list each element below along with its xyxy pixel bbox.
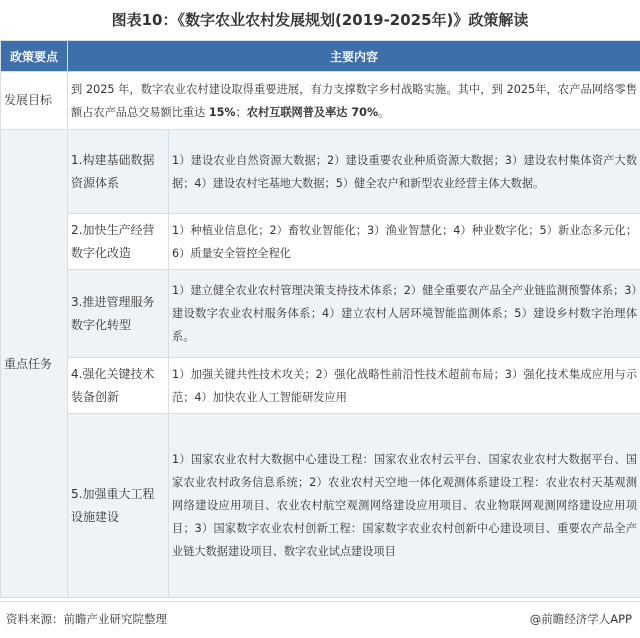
goal-text-pre: 到 2025 年，数字农业农村建设取得重要进展，有力支撑数字乡村战略实施。其中，到 2025年，农产品网络零售额占农产品总交易额比重达 (71, 82, 638, 119)
header-main-content: 主要内容 (68, 41, 640, 72)
task-label: 1.构建基础数据资源体系 (68, 130, 169, 214)
table-row (1, 130, 640, 214)
policy-table (0, 40, 640, 598)
table-row (1, 358, 640, 414)
task-content: 1）建立健全农业农村管理决策支持技术体系；2）健全重要农产品全产业链监测预警体系；3）建设数字农业农村服务体系；4）建立农村人居环境智能监测体系；5）建设乡村数字治理体系。 (169, 270, 640, 358)
goal-content (68, 72, 640, 130)
task-label: 2.加快生产经营数字化改造 (68, 214, 169, 270)
goal-text-mid: ； (235, 105, 247, 119)
goal-text-post: 。 (378, 105, 390, 119)
task-label: 5.加强重大工程设施建设 (68, 414, 169, 598)
table-row (1, 270, 640, 358)
table-header-row (1, 41, 640, 72)
goal-highlight-1: 15% (208, 105, 236, 119)
goal-highlight-2: 农村互联网普及率达 70% (246, 105, 379, 119)
task-content: 1）国家农业农村大数据中心建设工程：国家农业农村云平台、国家农业农村大数据平台、国家农业农村政务信息系统；2）农业农村天空地一体化观测体系建设工程：农业农村天基观测网络建设应用项目、农业农村航空观测网络建设应用项目、农业物联网观测网络建设应用项目；3）国家数字农业农村创新工程：国家数字农业农村创新中心建设项目、重要农产品全产业链大数据建设项目、数字农业试点建设项目 (169, 414, 640, 598)
task-content: 1）建设农业自然资源大数据；2）建设重要农业种质资源大数据；3）建设农村集体资产大数据；4）建设农村宅基地大数据；5）健全农户和新型农业经营主体大数据。 (169, 130, 640, 214)
footer-divider (0, 601, 640, 602)
table-row (1, 414, 640, 598)
table-row (1, 214, 640, 270)
task-content: 1）种植业信息化；2）畜牧业智能化；3）渔业智慧化；4）种业数字化；5）新业态多元化；6）质量安全管控全程化 (169, 214, 640, 270)
task-content: 1）加强关键共性技术攻关；2）强化战略性前沿性技术超前布局；3）强化技术集成应用与示范；4）加快农业人工智能研发应用 (169, 358, 640, 414)
task-label: 4.强化关键技术装备创新 (68, 358, 169, 414)
source-note: 资料来源：前瞻产业研究院整理 (6, 612, 167, 626)
task-label: 3.推进管理服务数字化转型 (68, 270, 169, 358)
brand-credit: @前瞻经济学人APP (529, 612, 632, 626)
tasks-label: 重点任务 (1, 130, 68, 598)
table-row-goal (1, 72, 640, 130)
footer (0, 601, 640, 638)
header-policy-points: 政策要点 (1, 41, 68, 72)
page-title: 图表10：《数字农业农村发展规划(2019-2025年)》政策解读 (111, 10, 529, 29)
goal-label: 发展目标 (1, 72, 68, 130)
